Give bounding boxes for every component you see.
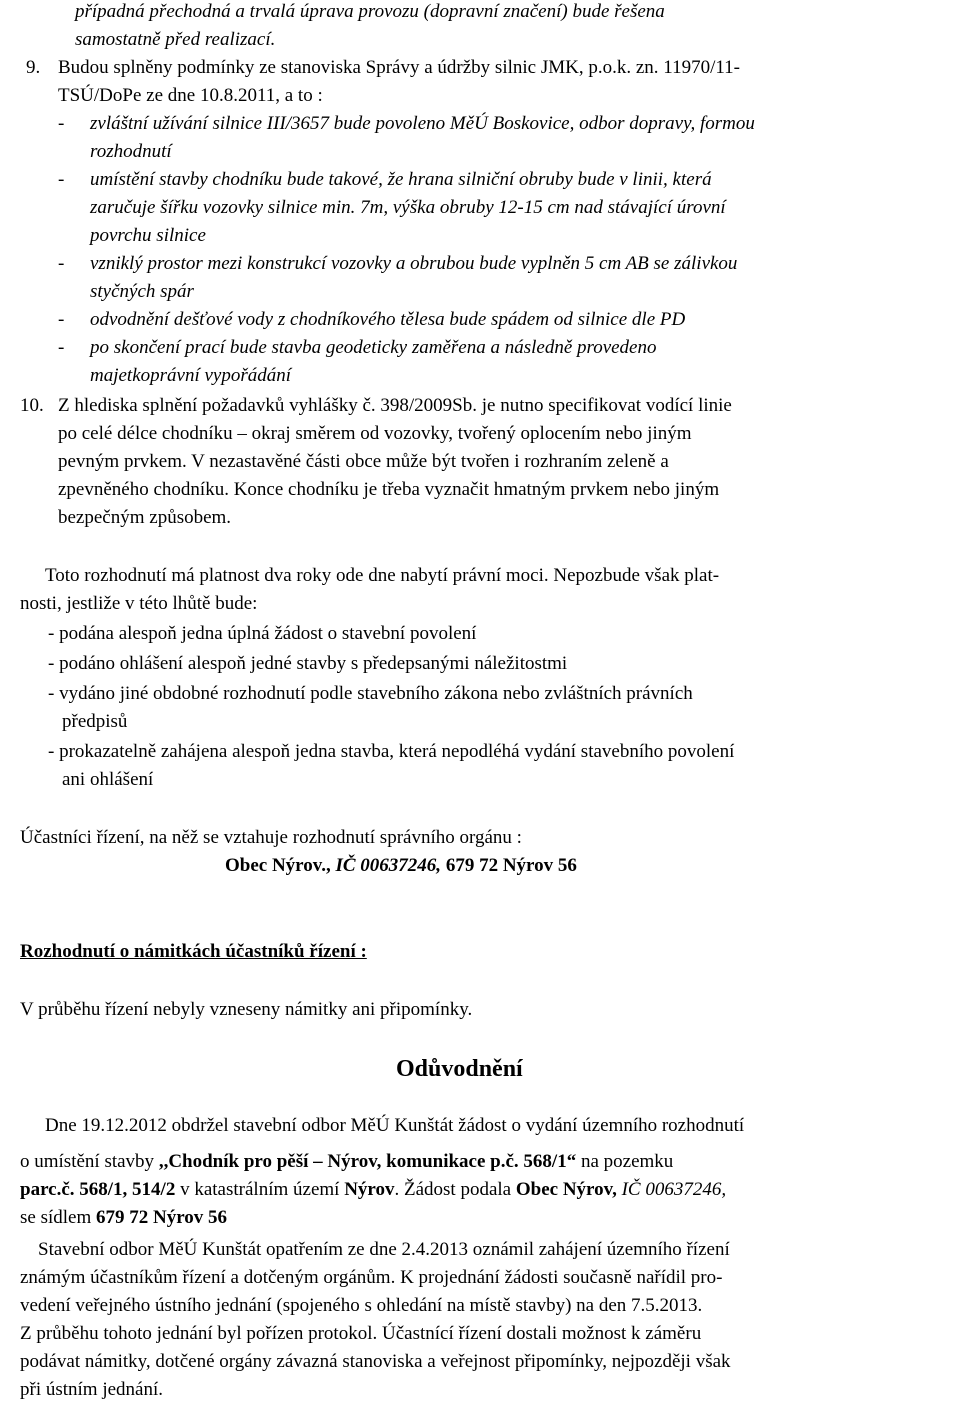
validity-bullet-3: - vydáno jiné obdobné rozhodnutí podle stavebního zákona nebo zvláštních právních (48, 683, 693, 704)
reasoning-p1-line-2 (20, 1148, 673, 1177)
reasoning-p3-line-3: při ústním jednání. (20, 1379, 164, 1400)
parcel-numbers: parc.č. 568/1, 514/2 (20, 1179, 176, 1200)
item-10-line-1: Z hlediska splnění požadavků vyhlášky č. 398/2009Sb. je nutno specifikovat vodící linie (58, 395, 732, 416)
item-10-line-4: zpevněného chodníku. Konce chodníku je třeba vyznačit hmatným prvkem nebo jiným (58, 479, 720, 500)
item-9-number: 9. (26, 57, 41, 78)
item-10-line-5: bezpečným způsobem. (58, 507, 232, 528)
item-10-line-3: pevným prvkem. V nezastavěné části obce může být tvořen i rozhraním zeleně a (58, 451, 669, 472)
sub-item-2-cont: zaručuje šířku vozovky silnice min. 7m, výška obruby 12-15 cm nad stávající úrovní (90, 197, 726, 218)
reasoning-p1-line-1: Dne 19.12.2012 obdržel stavební odbor MěÚ Kunštát žádost o vydání územního rozhodnutí (45, 1115, 745, 1136)
reasoning-p2-line-3: vedení veřejného ústního jednání (spojeného s ohledání na místě stavby) na den 7.5.2013. (20, 1295, 703, 1316)
sub-dash-2: - (58, 169, 65, 190)
reasoning-p1-line-3 (20, 1176, 726, 1205)
continuation-line-1: případná přechodná a trvalá úprava provozu (dopravní značení) bude řešena (75, 1, 665, 22)
participant-name: Obec Nýrov., (225, 855, 331, 876)
sub-dash-5: - (58, 337, 65, 358)
reasoning-text: v katastrálním území (175, 1179, 345, 1200)
sub-dash-1: - (58, 113, 65, 134)
sub-dash-3: - (58, 253, 65, 274)
participants-entry (225, 852, 577, 881)
validity-bullet-3-cont: předpisů (62, 711, 128, 732)
item-10-line-2: po celé délce chodníku – okraj směrem od vozovky, tvořený oplocením nebo jiným (58, 423, 692, 444)
reasoning-text: na pozemku (576, 1151, 674, 1172)
sub-item-5-cont: majetkoprávní vypořádání (90, 365, 292, 386)
objections-heading: Rozhodnutí o námitkách účastníků řízení : (20, 941, 367, 962)
validity-line-2: nosti, jestliže v této lhůtě bude: (20, 593, 258, 614)
reasoning-text: o umístění stavby (20, 1151, 159, 1172)
reasoning-text: . Žádost podala (394, 1179, 516, 1200)
construction-name: ,,Chodník pro pěší – Nýrov, komunikace p.č. 568/1“ (158, 1151, 577, 1172)
sub-item-3-cont: styčných spár (90, 281, 194, 302)
validity-bullet-4-cont: ani ohlášení (62, 769, 154, 790)
sub-item-3: vzniklý prostor mezi konstrukcí vozovky a obrubou bude vyplněn 5 cm AB se zálivkou (90, 253, 738, 274)
sub-item-1-cont: rozhodnutí (90, 141, 172, 162)
reasoning-p1-line-4 (20, 1204, 227, 1233)
participant-ic: IČ 00637246, (335, 855, 442, 876)
validity-bullet-1: - podána alespoň jedna úplná žádost o stavební povolení (48, 623, 477, 644)
cadastral-area: Nýrov (344, 1179, 395, 1200)
sub-item-4: odvodnění dešťové vody z chodníkového tělesa bude spádem od silnice dle PD (90, 309, 686, 330)
sub-item-2-cont2: povrchu silnice (90, 225, 206, 246)
validity-line-1: Toto rozhodnutí má platnost dva roky ode dne nabytí právní moci. Nepozbude však plat- (45, 565, 720, 586)
continuation-line-2: samostatně před realizací. (75, 29, 276, 50)
validity-bullet-4: - prokazatelně zahájena alespoň jedna stavba, která nepodléhá vydání stavebního povolení (48, 741, 735, 762)
reasoning-heading: Odůvodnění (396, 1056, 523, 1082)
reasoning-p2-line-2: známým účastníkům řízení a dotčeným orgánům. K projednání žádosti současně nařídil pro- (20, 1267, 723, 1288)
validity-bullet-2: - podáno ohlášení alespoň jedné stavby s předepsanými náležitostmi (48, 653, 568, 674)
reasoning-p2-line-1: Stavební odbor MěÚ Kunštát opatřením ze dne 2.4.2013 oznámil zahájení územního řízení (38, 1239, 730, 1260)
sub-dash-4: - (58, 309, 65, 330)
applicant-ic: IČ 00637246, (616, 1179, 727, 1200)
sub-item-5: po skončení prací bude stavba geodeticky zaměřena a následně provedeno (90, 337, 657, 358)
item-10-number: 10. (20, 395, 44, 416)
sub-item-1: zvláštní užívání silnice III/3657 bude povoleno MěÚ Boskovice, odbor dopravy, formou (90, 113, 755, 134)
reasoning-text: se sídlem (20, 1207, 96, 1228)
item-9-line-2: TSÚ/DoPe ze dne 10.8.2011, a to : (58, 85, 323, 106)
reasoning-p3-line-2: podávat námitky, dotčené orgány závazná stanoviska a veřejnost připomínky, nejpozději však (20, 1351, 731, 1372)
applicant-name: Obec Nýrov, (515, 1179, 617, 1200)
reasoning-p3-line-1: Z průběhu tohoto jednání byl pořízen protokol. Účastnící řízení dostali možnost k záměru (20, 1323, 702, 1344)
sub-item-2: umístění stavby chodníku bude takové, že hrana silniční obruby bude v linii, která (90, 169, 712, 190)
objections-text: V průběhu řízení nebyly vzneseny námitky ani připomínky. (20, 999, 473, 1020)
participant-address: 679 72 Nýrov 56 (445, 855, 577, 876)
item-9-line-1: Budou splněny podmínky ze stanoviska Správy a údržby silnic JMK, p.o.k. zn. 11970/11- (58, 57, 740, 78)
participants-label: Účastníci řízení, na něž se vztahuje rozhodnutí správního orgánu : (20, 827, 522, 848)
applicant-address: 679 72 Nýrov 56 (96, 1207, 228, 1228)
